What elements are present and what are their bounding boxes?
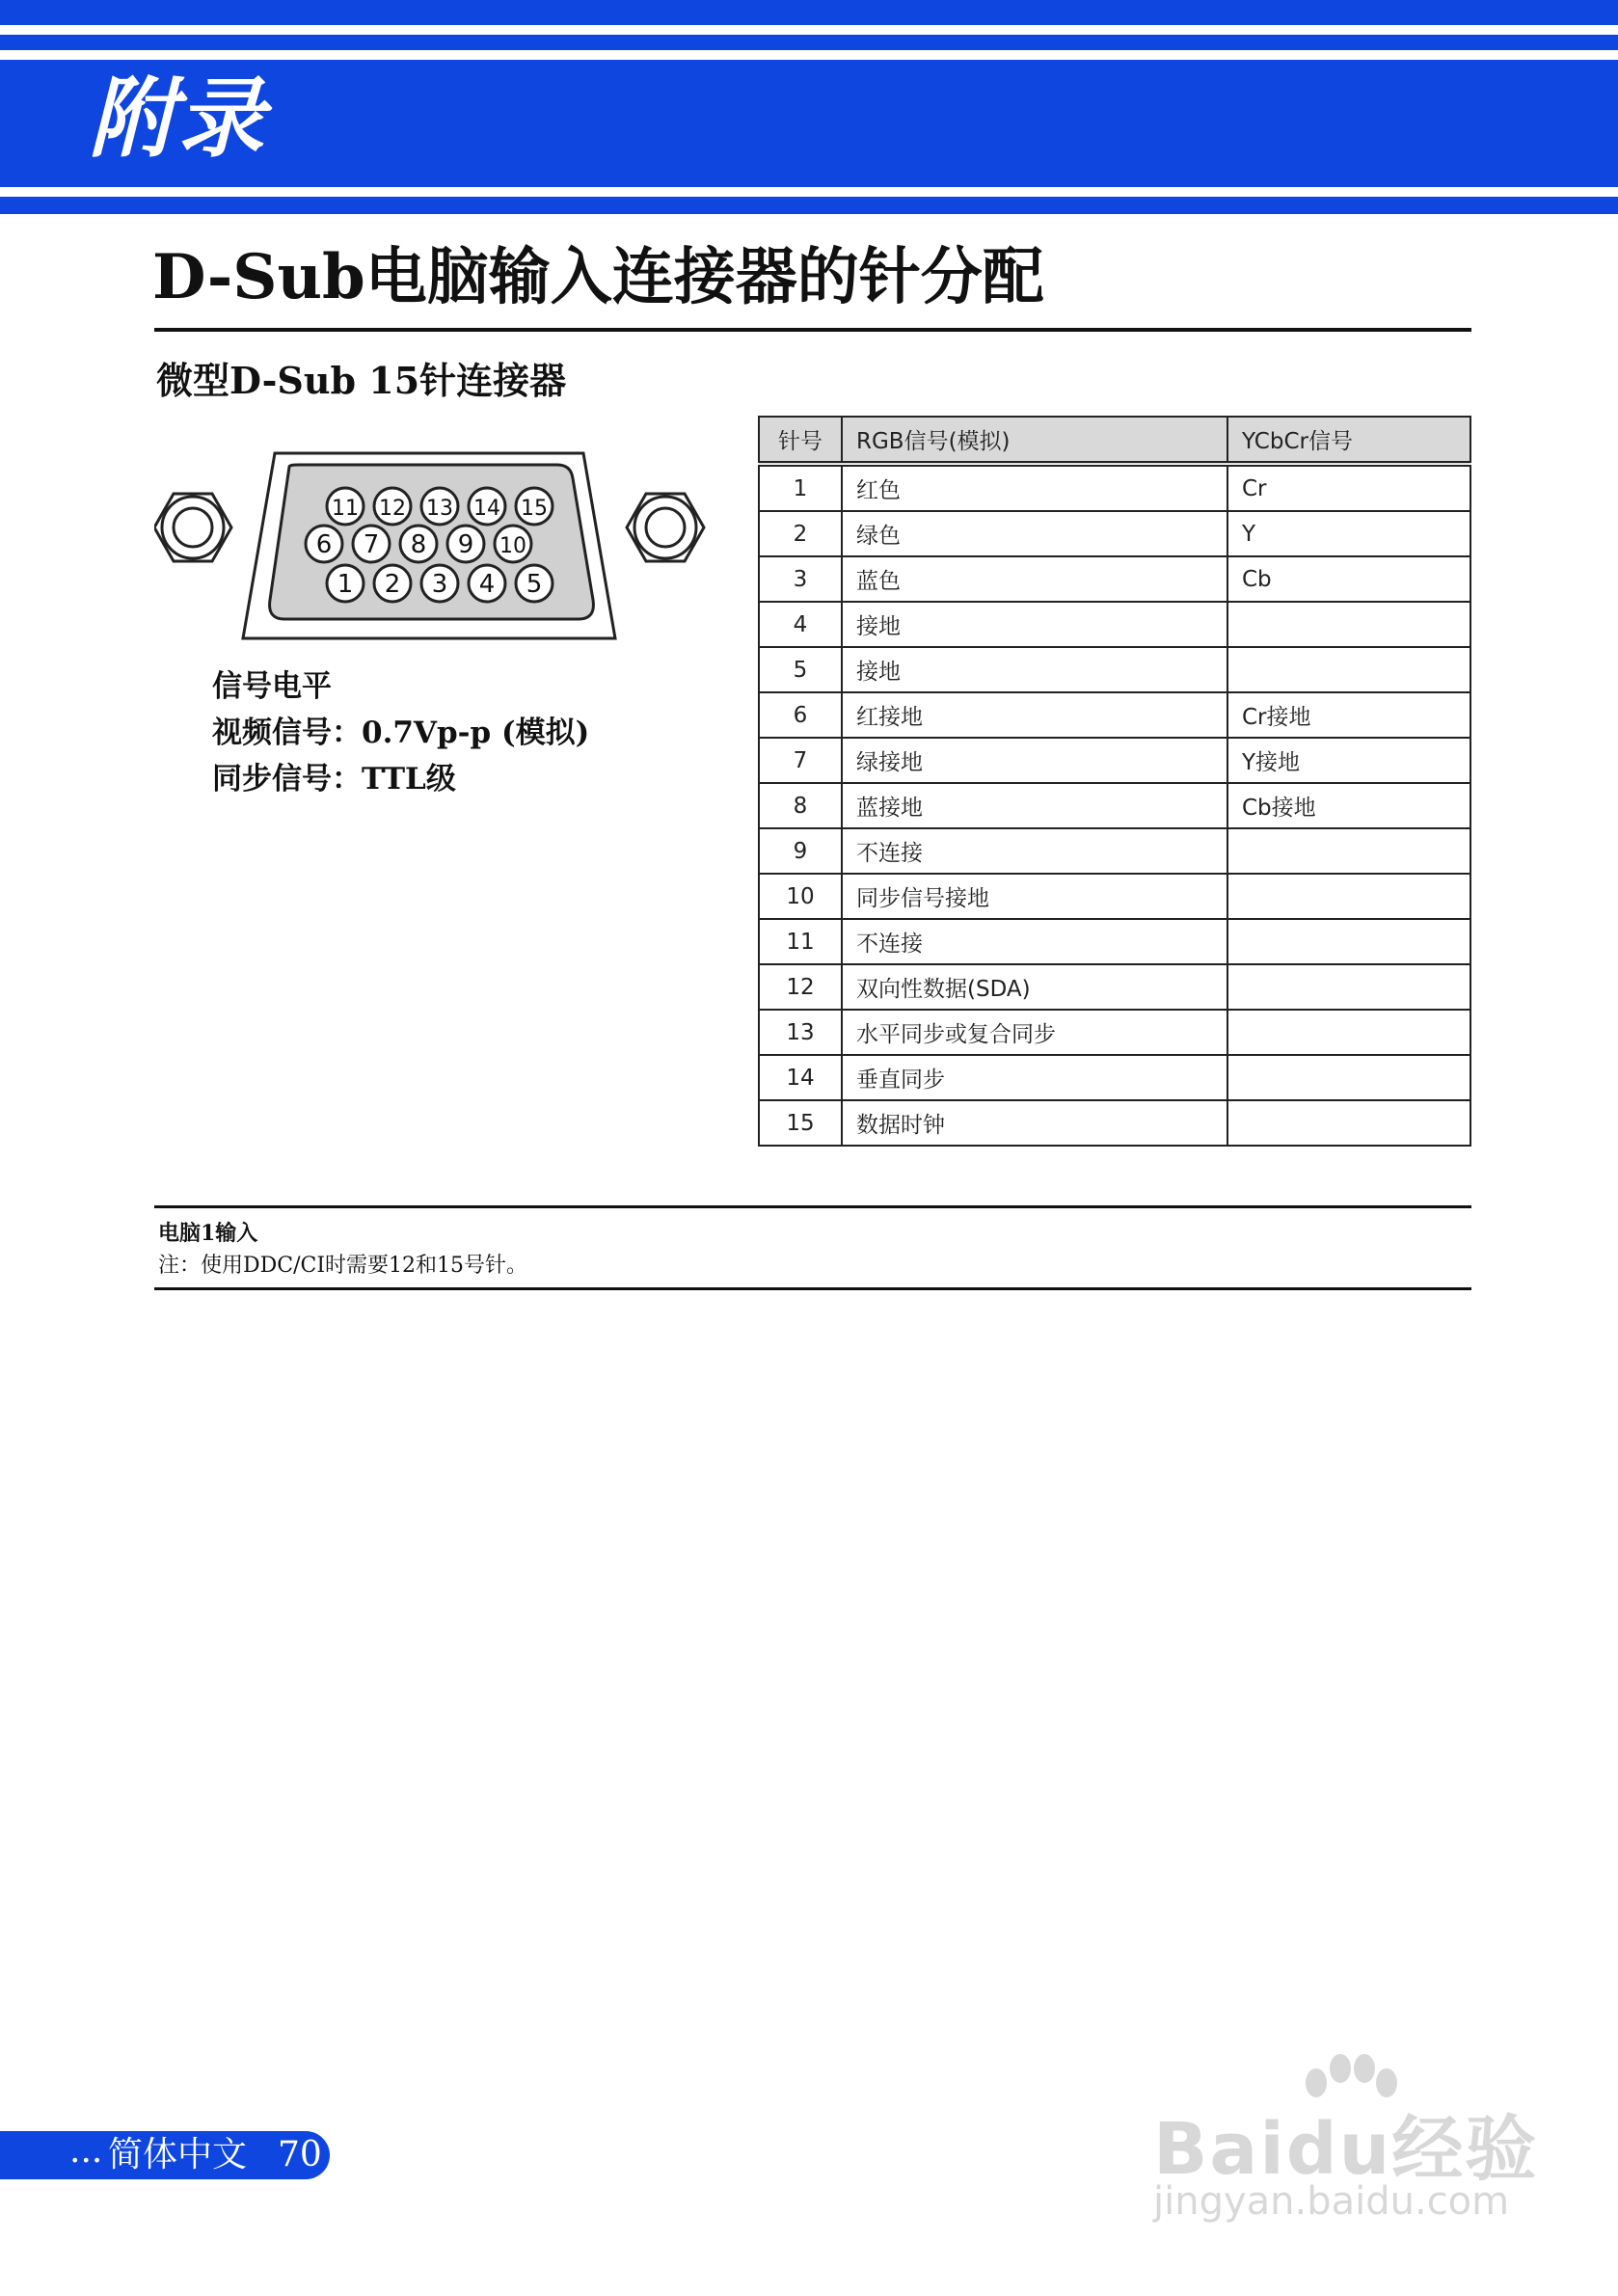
connector-pin-label: 11 [332,497,359,521]
rgb-signal-cell: 绿接地 [842,738,1227,783]
ycbcr-signal-cell: Cb接地 [1227,783,1470,828]
signal-levels [212,663,589,802]
connector-pin-label: 1 [337,570,354,599]
ycbcr-signal-cell: Cr接地 [1227,692,1470,738]
note-title: 电脑1输入 [158,1221,258,1246]
title-divider [154,328,1471,332]
connector-pin-label: 14 [473,497,500,521]
pin-number-cell: 1 [759,464,842,511]
rgb-signal-cell: 蓝接地 [842,783,1227,828]
pin-number-cell: 12 [759,964,842,1010]
table-row [759,964,1470,1010]
footer-language: 简体中文 [108,2135,248,2174]
pin-number-cell: 10 [759,874,842,919]
note-top-rule [154,1205,1471,1208]
rgb-signal-cell: 接地 [842,647,1227,692]
sync-signal-level: 同步信号：TTL级 [212,762,456,797]
ycbcr-signal-cell: Y接地 [1227,738,1470,783]
rgb-signal-cell: 同步信号接地 [842,874,1227,919]
table-row [759,783,1470,828]
right-screw-icon [627,494,704,561]
rgb-signal-cell: 不连接 [842,919,1227,964]
rgb-signal-cell: 垂直同步 [842,1055,1227,1100]
table-row [759,556,1470,602]
table-row [759,874,1470,919]
column-header-rgb: RGB信号(模拟) [842,417,1227,464]
ycbcr-signal-cell [1227,828,1470,874]
pin-number-cell: 4 [759,602,842,647]
ycbcr-signal-cell [1227,647,1470,692]
baidu-watermark [1147,2054,1552,2237]
column-header-ycbcr: YCbCr信号 [1227,417,1470,464]
note-text: 注：使用DDC/CI时需要12和15号针。 [158,1254,528,1278]
ycbcr-signal-cell: Cr [1227,464,1470,511]
note-bottom-rule [154,1287,1471,1290]
section-title: 附录 [89,68,266,170]
ycbcr-signal-cell [1227,919,1470,964]
pin-number-cell: 5 [759,647,842,692]
rgb-signal-cell: 红色 [842,464,1227,511]
pin-number-cell: 14 [759,1055,842,1100]
rgb-signal-cell: 接地 [842,602,1227,647]
connector-pin-label: 13 [426,497,453,521]
rgb-signal-cell: 水平同步或复合同步 [842,1010,1227,1055]
connector-pin-label: 15 [521,497,548,521]
rgb-signal-cell: 蓝色 [842,556,1227,602]
page-number: 70 [278,2135,322,2174]
ycbcr-signal-cell [1227,602,1470,647]
connector-pin-label: 10 [499,534,526,558]
ycbcr-signal-cell [1227,874,1470,919]
table-body [759,464,1470,1146]
page-title: D-Sub电脑输入连接器的针分配 [152,241,1044,313]
pin-number-cell: 6 [759,692,842,738]
pin-number-cell: 2 [759,511,842,556]
table-row [759,602,1470,647]
dsub-connector-illustration [154,446,723,648]
table-row [759,464,1470,511]
pin-assignment-table [758,416,1471,1147]
connector-pin-label: 6 [315,530,333,559]
rgb-signal-cell: 红接地 [842,692,1227,738]
connector-pin-label: 5 [526,570,543,599]
table-header-row [759,417,1470,464]
subtitle: 微型D-Sub 15针连接器 [156,359,567,402]
header-stripe [0,25,1618,35]
ycbcr-signal-cell: Y [1227,511,1470,556]
ycbcr-signal-cell [1227,1100,1470,1146]
video-signal-level: 视频信号：0.7Vp-p (模拟) [212,716,590,750]
table-row [759,1055,1470,1100]
table-row [759,511,1470,556]
pin-number-cell: 3 [759,556,842,602]
header-band [0,0,1618,214]
ycbcr-signal-cell [1227,964,1470,1010]
pin-number-cell: 9 [759,828,842,874]
table-row [759,919,1470,964]
connector-pin-label: 12 [379,497,406,521]
connector-pin-label: 9 [457,530,474,559]
rgb-signal-cell: 不连接 [842,828,1227,874]
connector-pin-label: 2 [384,570,401,599]
table-row [759,647,1470,692]
pin-number-cell: 13 [759,1010,842,1055]
table-row [759,1100,1470,1146]
left-screw-icon [154,494,231,561]
table-row [759,828,1470,874]
pin-number-cell: 15 [759,1100,842,1146]
ycbcr-signal-cell [1227,1055,1470,1100]
connector-pin-label: 3 [431,570,448,599]
signal-level-heading: 信号电平 [212,669,332,704]
pin-number-cell: 11 [759,919,842,964]
table-row [759,692,1470,738]
watermark-brand: Baidu经验 [1153,2108,1539,2191]
rgb-signal-cell: 绿色 [842,511,1227,556]
header-stripe [0,50,1618,60]
footer-dots: ... [69,2131,103,2171]
rgb-signal-cell: 双向性数据(SDA) [842,964,1227,1010]
page-footer [0,2131,330,2179]
rgb-signal-cell: 数据时钟 [842,1100,1227,1146]
connector-pin-label: 7 [363,530,380,559]
table-row [759,738,1470,783]
pin-number-cell: 8 [759,783,842,828]
connector-pin-label: 8 [410,530,427,559]
ycbcr-signal-cell [1227,1010,1470,1055]
table-row [759,1010,1470,1055]
pin-number-cell: 7 [759,738,842,783]
connector-pin-label: 4 [478,570,496,599]
watermark-url: jingyan.baidu.com [1153,2179,1510,2224]
column-header-pin: 针号 [759,417,842,464]
ycbcr-signal-cell: Cb [1227,556,1470,602]
header-stripe [0,187,1618,197]
